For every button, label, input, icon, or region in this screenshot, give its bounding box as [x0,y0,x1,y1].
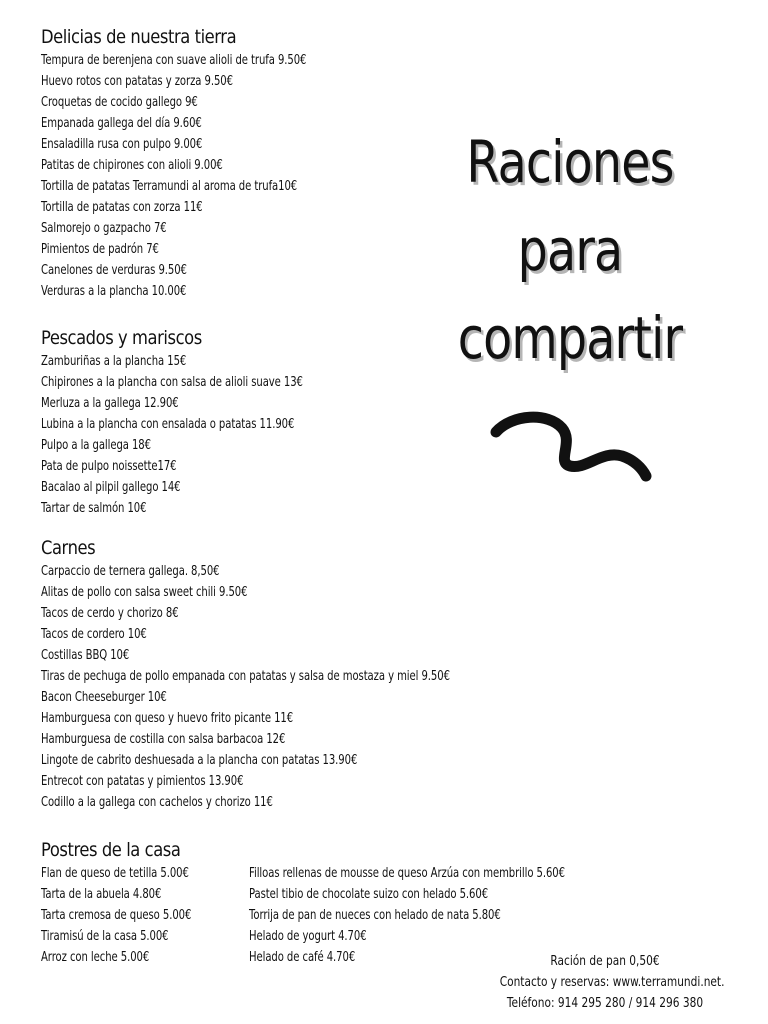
menu-item: Ensaladilla rusa con pulpo 9.00€ [41,136,203,152]
menu-item: Hamburguesa con queso y huevo frito picante 11€ [41,710,294,726]
menu-item: Empanada gallega del día 9.60€ [41,115,202,131]
menu-item: Pastel tibio de chocolate suizo con helado 5.60€ [249,886,489,902]
menu-item: Tortilla de patatas con zorza 11€ [41,199,203,215]
section-postres [41,837,565,973]
menu-item: Huevo rotos con patatas y zorza 9.50€ [41,73,233,89]
menu-item: Flan de queso de tetilla 5.00€ [41,865,189,881]
menu-item: Arroz con leche 5.00€ [41,949,150,965]
section-carnes [41,535,594,813]
section-title: Postres de la casa [41,839,181,861]
menu-item: Entrecot con patatas y pimientos 13.90€ [41,773,244,789]
menu-item: Hamburguesa de costilla con salsa barbacoa 12€ [41,731,286,747]
headline [430,118,710,382]
menu-item: Lubina a la plancha con ensalada o patatas 11.90€ [41,416,295,432]
menu-item: Tarta de la abuela 4.80€ [41,886,162,902]
menu-item: Tempura de berenjena con suave alioli de trufa 9.50€ [41,52,307,68]
menu-item: Costillas BBQ 10€ [41,647,130,663]
menu-item: Codillo a la gallega con cachelos y chorizo 11€ [41,794,273,810]
headline-line: compartir [457,304,683,372]
menu-item: Patitas de chipirones con alioli 9.00€ [41,157,223,173]
menu-item: Pimientos de padrón 7€ [41,241,159,257]
bread-price: Ración de pan 0,50€ [550,953,660,969]
menu-item: Tartar de salmón 10€ [41,500,147,516]
menu-item: Lingote de cabrito deshuesada a la plancha con patatas 13.90€ [41,752,358,768]
contact-line: Contacto y reservas: www.terramundi.net. [499,974,725,990]
menu-list [41,561,594,813]
menu-item: Helado de yogurt 4.70€ [249,928,367,944]
menu-item: Alitas de pollo con salsa sweet chili 9.50€ [41,584,248,600]
menu-item: Zamburiñas a la plancha 15€ [41,353,187,369]
menu-item: Canelones de verduras 9.50€ [41,262,187,278]
postres-columns [41,863,565,973]
menu-item: Tortilla de patatas Terramundi al aroma de trufa10€ [41,178,298,194]
menu-item: Bacon Cheeseburger 10€ [41,689,167,705]
menu-item: Verduras a la plancha 10.00€ [41,283,187,299]
menu-list [41,351,395,519]
menu-item: Merluza a la gallega 12.90€ [41,395,179,411]
menu-item: Bacalao al pilpil gallego 14€ [41,479,181,495]
menu-item: Tiras de pechuga de pollo empanada con patatas y salsa de mostaza y miel 9.50€ [41,668,450,684]
menu-item: Tarta cremosa de queso 5.00€ [41,907,192,923]
section-delicias [41,24,400,302]
menu-item: Tacos de cordero 10€ [41,626,147,642]
section-title: Delicias de nuestra tierra [41,26,237,48]
menu-item: Salmorejo o gazpacho 7€ [41,220,167,236]
menu-item: Carpaccio de ternera gallega. 8,50€ [41,563,220,579]
section-title: Carnes [41,537,96,559]
menu-list [41,50,400,302]
menu-item: Tacos de cerdo y chorizo 8€ [41,605,179,621]
headline-line: para [517,216,623,284]
menu-item: Helado de café 4.70€ [249,949,356,965]
menu-item: Croquetas de cocido gallego 9€ [41,94,198,110]
postres-list-left [41,863,244,968]
headline-line: Raciones [466,128,674,196]
menu-item: Chipirones a la plancha con salsa de alioli suave 13€ [41,374,303,390]
menu-item: Tiramisú de la casa 5.00€ [41,928,169,944]
menu-item: Pata de pulpo noissette17€ [41,458,177,474]
footer-info [470,951,740,1014]
phone-line: Teléfono: 914 295 280 / 914 296 380 [506,995,704,1011]
menu-item: Torrija de pan de nueces con helado de nata 5.80€ [249,907,501,923]
menu-item: Filloas rellenas de mousse de queso Arzúa con membrillo 5.60€ [249,865,565,881]
menu-item: Pulpo a la gallega 18€ [41,437,151,453]
section-title: Pescados y mariscos [41,327,202,349]
section-pescados [41,325,395,519]
squiggle-icon [490,410,652,490]
